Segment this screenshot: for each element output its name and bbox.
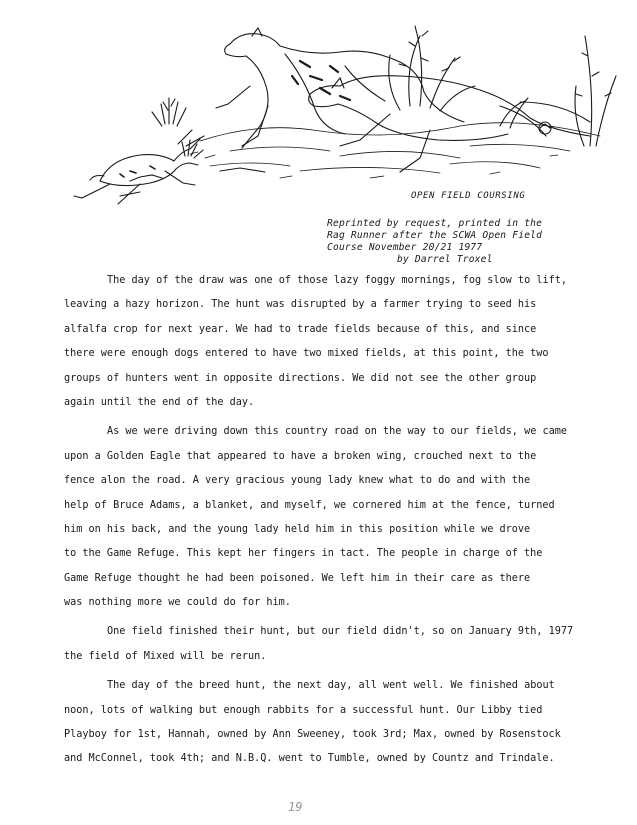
- article-body: [64, 274, 632, 782]
- greyhounds-chasing-hare-drawing: [70, 6, 630, 218]
- reprint-note-line: Reprinted by request, printed in the: [327, 218, 543, 229]
- text-line: upon a Golden Eagle that appeared to have a broken wing, crouched next to the: [64, 450, 537, 462]
- paragraph: [64, 625, 632, 674]
- greyhound-front-icon: [309, 76, 590, 172]
- text-line: the field of Mixed will be rerun.: [64, 650, 267, 662]
- text-line: The day of the breed hunt, the next day, all went well. We finished about: [107, 680, 555, 692]
- text-line: groups of hunters went in opposite directions. We did not see the other group: [64, 372, 537, 384]
- text-line: As we were driving down this country road on the way to our fields, we came: [107, 426, 568, 438]
- text-line: there were enough dogs entered to have two mixed fields, at this point, the two: [64, 348, 549, 360]
- monogram-icon: [539, 122, 551, 134]
- text-line: Playboy for 1st, Hannah, owned by Ann Sweeney, took 3rd; Max, owned by Rosenstock: [64, 729, 561, 741]
- reprint-note-line: Course November 20/21 1977: [327, 242, 483, 253]
- text-line: fence alon the road. A very gracious young lady knew what to do and with the: [64, 475, 531, 487]
- paragraph: [64, 274, 632, 420]
- reprint-note-line: Rag Runner after the SCWA Open Field: [327, 230, 543, 241]
- text-line: him on his back, and the young lady held him in this position while we drove: [64, 523, 531, 535]
- text-line: and McConnel, took 4th; and N.B.Q. went to Tumble, owned by Countz and Trindale.: [64, 753, 555, 765]
- author-byline: by Darrel Troxel: [397, 254, 493, 265]
- page-number: 19: [288, 800, 303, 814]
- text-line: One field finished their hunt, but our field didn't, so on January 9th, 1977: [107, 626, 574, 638]
- paragraph: [64, 679, 632, 777]
- text-line: was nothing more we could do for him.: [64, 597, 291, 609]
- text-line: noon, lots of walking but enough rabbits for a successful hunt. Our Libby tied: [64, 704, 543, 716]
- text-line: alfalfa crop for next year. We had to trade fields because of this, and since: [64, 323, 537, 335]
- text-line: to the Game Refuge. This kept her fingers in tact. The people in charge of the: [64, 548, 543, 560]
- text-line: again until the end of the day.: [64, 396, 255, 408]
- hare-icon: [74, 130, 204, 204]
- greyhound-back-icon: [216, 28, 464, 148]
- paragraph: [64, 425, 632, 620]
- text-line: help of Bruce Adams, a blanket, and myself, we cornered him at the fence, turned: [64, 499, 555, 511]
- text-line: The day of the draw was one of those lazy foggy mornings, fog slow to lift,: [107, 275, 568, 286]
- article-title: OPEN FIELD COURSING: [411, 191, 526, 201]
- text-line: Game Refuge thought he had been poisoned. We left him in their care as there: [64, 572, 531, 584]
- text-line: leaving a hazy horizon. The hunt was disrupted by a farmer trying to seed his: [64, 299, 537, 311]
